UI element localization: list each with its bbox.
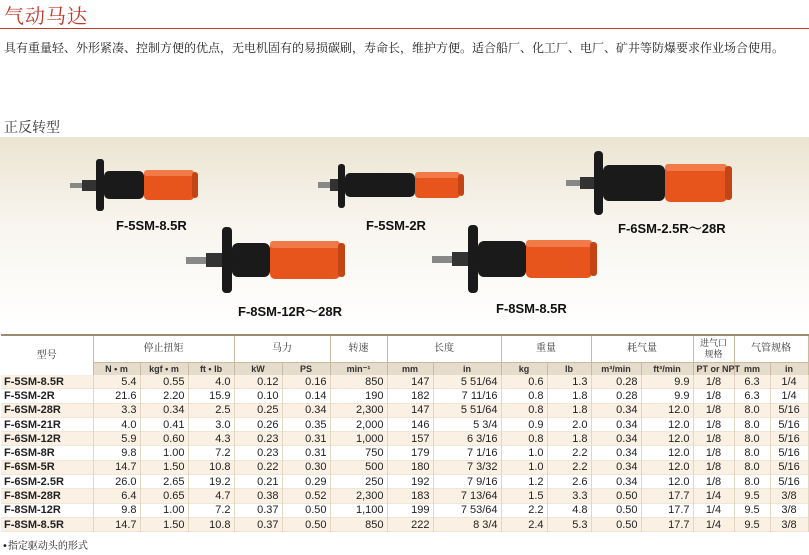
spec-cell: 0.50 bbox=[282, 517, 330, 531]
spec-cell: 4.3 bbox=[188, 432, 234, 446]
spec-cell: 8.0 bbox=[734, 475, 770, 489]
spec-cell: 8.0 bbox=[734, 417, 770, 431]
spec-cell: 9.8 bbox=[93, 446, 140, 460]
spec-cell: 8.0 bbox=[734, 446, 770, 460]
spec-cell: 180 bbox=[387, 460, 433, 474]
spec-cell: 9.5 bbox=[734, 503, 770, 517]
motor-image-f-8sm-12r-28r bbox=[186, 227, 346, 293]
unit-header: kgf • m bbox=[140, 363, 188, 376]
spec-cell: 1.50 bbox=[140, 517, 188, 531]
spec-cell: 1/4 bbox=[693, 503, 734, 517]
spec-cell: 8.0 bbox=[734, 432, 770, 446]
table-row bbox=[1, 517, 808, 531]
header-air-consumption: 耗气量 bbox=[591, 335, 693, 363]
spec-cell: 3.3 bbox=[547, 489, 591, 503]
spec-cell: 3/8 bbox=[770, 503, 808, 517]
spec-cell: 12.0 bbox=[641, 460, 693, 474]
spec-cell: 0.9 bbox=[501, 417, 547, 431]
spec-cell: 182 bbox=[387, 389, 433, 403]
section-title: 正反转型 bbox=[4, 120, 60, 136]
spec-cell: 0.31 bbox=[282, 446, 330, 460]
spec-cell: 1/8 bbox=[693, 475, 734, 489]
spec-cell: 0.28 bbox=[591, 375, 641, 389]
model-cell: F-5SM-8.5R bbox=[1, 375, 93, 389]
spec-cell: 26.0 bbox=[93, 475, 140, 489]
spec-cell: 14.7 bbox=[93, 460, 140, 474]
spec-cell: 6.4 bbox=[93, 489, 140, 503]
spec-cell: 0.8 bbox=[501, 432, 547, 446]
spec-cell: 12.0 bbox=[641, 417, 693, 431]
spec-cell: 2.20 bbox=[140, 389, 188, 403]
spec-cell: 1.8 bbox=[547, 389, 591, 403]
spec-cell: 1.50 bbox=[140, 460, 188, 474]
spec-cell: 1.2 bbox=[501, 475, 547, 489]
spec-cell: 1/8 bbox=[693, 375, 734, 389]
header-torque: 停止扭矩 bbox=[93, 335, 234, 363]
spec-cell: 5/16 bbox=[770, 446, 808, 460]
spec-cell: 5 51/64 bbox=[433, 375, 501, 389]
spec-cell: 5 51/64 bbox=[433, 403, 501, 417]
spec-cell: 7 1/16 bbox=[433, 446, 501, 460]
spec-cell: 850 bbox=[330, 375, 387, 389]
spec-cell: 1/8 bbox=[693, 460, 734, 474]
spec-cell: 1.5 bbox=[501, 489, 547, 503]
spec-cell: 4.0 bbox=[93, 417, 140, 431]
motor-image-f-6sm-2-5r-28r bbox=[566, 151, 736, 215]
spec-cell: 750 bbox=[330, 446, 387, 460]
spec-cell: 2.2 bbox=[547, 460, 591, 474]
spec-cell: 0.50 bbox=[591, 503, 641, 517]
motor-label: F-5SM-2R bbox=[366, 218, 426, 233]
motor-image-f-8sm-8-5r bbox=[432, 225, 600, 293]
header-hose: 气管规格 bbox=[734, 335, 808, 363]
spec-cell: 2.6 bbox=[547, 475, 591, 489]
spec-cell: 0.65 bbox=[140, 489, 188, 503]
table-row bbox=[1, 432, 808, 446]
spec-cell: 7 13/64 bbox=[433, 489, 501, 503]
spec-cell: 1/4 bbox=[770, 375, 808, 389]
spec-cell: 147 bbox=[387, 375, 433, 389]
spec-cell: 1.0 bbox=[501, 446, 547, 460]
table-row bbox=[1, 403, 808, 417]
spec-cell: 0.16 bbox=[282, 375, 330, 389]
spec-cell: 3/8 bbox=[770, 517, 808, 531]
spec-cell: 21.6 bbox=[93, 389, 140, 403]
motor-label: F-8SM-12R～28R bbox=[238, 304, 343, 319]
model-cell: F-6SM-12R bbox=[1, 432, 93, 446]
spec-cell: 190 bbox=[330, 389, 387, 403]
header-speed: 转速 bbox=[330, 335, 387, 363]
spec-cell: 7 3/32 bbox=[433, 460, 501, 474]
spec-cell: 2.2 bbox=[501, 503, 547, 517]
spec-table bbox=[1, 334, 809, 532]
spec-cell: 199 bbox=[387, 503, 433, 517]
spec-cell: 0.34 bbox=[591, 417, 641, 431]
spec-cell: 12.0 bbox=[641, 446, 693, 460]
unit-header: kW bbox=[234, 363, 282, 376]
spec-cell: 2.5 bbox=[188, 403, 234, 417]
spec-cell: 9.9 bbox=[641, 375, 693, 389]
spec-cell: 0.34 bbox=[591, 475, 641, 489]
spec-cell: 147 bbox=[387, 403, 433, 417]
unit-header: ft³/min bbox=[641, 363, 693, 376]
unit-header: N • m bbox=[93, 363, 140, 376]
spec-cell: 0.50 bbox=[591, 489, 641, 503]
spec-cell: 179 bbox=[387, 446, 433, 460]
spec-cell: 0.34 bbox=[591, 432, 641, 446]
spec-cell: 2.2 bbox=[547, 446, 591, 460]
spec-cell: 0.25 bbox=[234, 403, 282, 417]
spec-cell: 0.50 bbox=[591, 517, 641, 531]
spec-cell: 1.0 bbox=[501, 460, 547, 474]
spec-cell: 1/8 bbox=[693, 403, 734, 417]
spec-cell: 0.41 bbox=[140, 417, 188, 431]
spec-cell: 0.37 bbox=[234, 503, 282, 517]
unit-header: ft • lb bbox=[188, 363, 234, 376]
spec-cell: 850 bbox=[330, 517, 387, 531]
spec-cell: 0.31 bbox=[282, 432, 330, 446]
spec-cell: 5.9 bbox=[93, 432, 140, 446]
unit-header: lb bbox=[547, 363, 591, 376]
table-row bbox=[1, 475, 808, 489]
spec-cell: 0.38 bbox=[234, 489, 282, 503]
spec-cell: 1,100 bbox=[330, 503, 387, 517]
motor-label: F-8SM-8.5R bbox=[496, 301, 567, 316]
spec-cell: 10.8 bbox=[188, 460, 234, 474]
spec-cell: 7 9/16 bbox=[433, 475, 501, 489]
footnote: •指定驱动头的形式 bbox=[2, 541, 88, 552]
spec-cell: 0.34 bbox=[591, 403, 641, 417]
spec-cell: 5/16 bbox=[770, 432, 808, 446]
spec-cell: 0.28 bbox=[591, 389, 641, 403]
spec-cell: 12.0 bbox=[641, 403, 693, 417]
spec-cell: 1/4 bbox=[770, 389, 808, 403]
spec-cell: 0.35 bbox=[282, 417, 330, 431]
spec-cell: 6.3 bbox=[734, 375, 770, 389]
header-model: 型号 bbox=[1, 335, 93, 375]
table-row bbox=[1, 446, 808, 460]
motor-label: F-5SM-8.5R bbox=[116, 218, 187, 233]
motor-label: F-6SM-2.5R～28R bbox=[618, 221, 726, 236]
spec-cell: 7.2 bbox=[188, 503, 234, 517]
spec-cell: 4.8 bbox=[547, 503, 591, 517]
spec-cell: 1.00 bbox=[140, 446, 188, 460]
model-cell: F-8SM-8.5R bbox=[1, 517, 93, 531]
spec-cell: 183 bbox=[387, 489, 433, 503]
spec-cell: 0.26 bbox=[234, 417, 282, 431]
unit-header: m³/min bbox=[591, 363, 641, 376]
model-cell: F-6SM-21R bbox=[1, 417, 93, 431]
product-description: 具有重量轻、外形紧凑、控制方便的优点，无电机固有的易损碳刷，寿命长，维护方便。适合船厂、化工厂、电厂、矿井等防爆要求作业场合使用。 bbox=[4, 41, 785, 55]
spec-cell: 1/8 bbox=[693, 389, 734, 403]
spec-cell: 5/16 bbox=[770, 417, 808, 431]
spec-cell: 222 bbox=[387, 517, 433, 531]
table-row bbox=[1, 417, 808, 431]
spec-cell: 1/4 bbox=[693, 517, 734, 531]
spec-cell: 0.34 bbox=[591, 446, 641, 460]
spec-cell: 14.7 bbox=[93, 517, 140, 531]
unit-header: PT or NPT bbox=[693, 363, 734, 376]
spec-cell: 15.9 bbox=[188, 389, 234, 403]
spec-cell: 1,000 bbox=[330, 432, 387, 446]
spec-cell: 0.8 bbox=[501, 403, 547, 417]
header-weight: 重量 bbox=[501, 335, 591, 363]
spec-cell: 1/4 bbox=[693, 489, 734, 503]
spec-cell: 12.0 bbox=[641, 432, 693, 446]
spec-cell: 2.0 bbox=[547, 417, 591, 431]
model-cell: F-6SM-2.5R bbox=[1, 475, 93, 489]
spec-cell: 250 bbox=[330, 475, 387, 489]
spec-cell: 1/8 bbox=[693, 446, 734, 460]
spec-cell: 1.3 bbox=[547, 375, 591, 389]
spec-cell: 0.29 bbox=[282, 475, 330, 489]
spec-cell: 0.8 bbox=[501, 389, 547, 403]
header-length: 长度 bbox=[387, 335, 501, 363]
spec-cell: 3.0 bbox=[188, 417, 234, 431]
spec-cell: 5.3 bbox=[547, 517, 591, 531]
spec-cell: 5/16 bbox=[770, 460, 808, 474]
spec-cell: 1/8 bbox=[693, 432, 734, 446]
spec-cell: 10.8 bbox=[188, 517, 234, 531]
spec-cell: 2,300 bbox=[330, 403, 387, 417]
table-row bbox=[1, 389, 808, 403]
spec-cell: 1.8 bbox=[547, 403, 591, 417]
spec-cell: 192 bbox=[387, 475, 433, 489]
spec-cell: 2,300 bbox=[330, 489, 387, 503]
spec-cell: 0.23 bbox=[234, 446, 282, 460]
page-title: 气动马达 bbox=[4, 4, 88, 28]
spec-cell: 0.50 bbox=[282, 503, 330, 517]
spec-cell: 7 53/64 bbox=[433, 503, 501, 517]
unit-header: in bbox=[433, 363, 501, 376]
motor-image-f-5sm-8-5r bbox=[70, 155, 200, 215]
spec-cell: 9.9 bbox=[641, 389, 693, 403]
spec-cell: 2.4 bbox=[501, 517, 547, 531]
spec-cell: 0.52 bbox=[282, 489, 330, 503]
unit-header: in bbox=[770, 363, 808, 376]
spec-cell: 17.7 bbox=[641, 503, 693, 517]
model-cell: F-6SM-5R bbox=[1, 460, 93, 474]
spec-cell: 2,000 bbox=[330, 417, 387, 431]
model-cell: F-5SM-2R bbox=[1, 389, 93, 403]
spec-cell: 7.2 bbox=[188, 446, 234, 460]
header-inlet: 进气口 规格 bbox=[693, 335, 734, 363]
spec-cell: 0.10 bbox=[234, 389, 282, 403]
spec-cell: 500 bbox=[330, 460, 387, 474]
table-row bbox=[1, 375, 808, 389]
spec-cell: 0.30 bbox=[282, 460, 330, 474]
spec-cell: 5 3/4 bbox=[433, 417, 501, 431]
spec-cell: 9.8 bbox=[93, 503, 140, 517]
unit-header: PS bbox=[282, 363, 330, 376]
spec-cell: 9.5 bbox=[734, 489, 770, 503]
spec-cell: 0.55 bbox=[140, 375, 188, 389]
spec-cell: 7 11/16 bbox=[433, 389, 501, 403]
spec-cell: 1/8 bbox=[693, 417, 734, 431]
spec-cell: 3.3 bbox=[93, 403, 140, 417]
spec-cell: 0.34 bbox=[140, 403, 188, 417]
spec-cell: 4.7 bbox=[188, 489, 234, 503]
spec-cell: 0.14 bbox=[282, 389, 330, 403]
spec-cell: 0.22 bbox=[234, 460, 282, 474]
header-power: 马力 bbox=[234, 335, 330, 363]
spec-cell: 5/16 bbox=[770, 475, 808, 489]
model-cell: F-6SM-28R bbox=[1, 403, 93, 417]
spec-cell: 8.0 bbox=[734, 460, 770, 474]
spec-cell: 146 bbox=[387, 417, 433, 431]
unit-header: min⁻¹ bbox=[330, 363, 387, 376]
product-photo-band bbox=[0, 137, 809, 327]
spec-cell: 0.34 bbox=[591, 460, 641, 474]
spec-cell: 19.2 bbox=[188, 475, 234, 489]
unit-header: kg bbox=[501, 363, 547, 376]
spec-cell: 3/8 bbox=[770, 489, 808, 503]
table-row bbox=[1, 503, 808, 517]
spec-cell: 0.60 bbox=[140, 432, 188, 446]
spec-cell: 9.5 bbox=[734, 517, 770, 531]
spec-cell: 0.6 bbox=[501, 375, 547, 389]
spec-cell: 0.34 bbox=[282, 403, 330, 417]
spec-cell: 5.4 bbox=[93, 375, 140, 389]
spec-cell: 5/16 bbox=[770, 403, 808, 417]
spec-cell: 6 3/16 bbox=[433, 432, 501, 446]
motor-image-f-5sm-2r bbox=[318, 162, 468, 212]
spec-cell: 1.8 bbox=[547, 432, 591, 446]
spec-cell: 4.0 bbox=[188, 375, 234, 389]
model-cell: F-8SM-12R bbox=[1, 503, 93, 517]
spec-cell: 0.37 bbox=[234, 517, 282, 531]
unit-header: mm bbox=[734, 363, 770, 376]
spec-cell: 0.21 bbox=[234, 475, 282, 489]
spec-cell: 2.65 bbox=[140, 475, 188, 489]
model-cell: F-6SM-8R bbox=[1, 446, 93, 460]
spec-cell: 0.12 bbox=[234, 375, 282, 389]
spec-cell: 1.00 bbox=[140, 503, 188, 517]
spec-cell: 17.7 bbox=[641, 489, 693, 503]
spec-cell: 6.3 bbox=[734, 389, 770, 403]
table-row bbox=[1, 460, 808, 474]
spec-cell: 8.0 bbox=[734, 403, 770, 417]
unit-header: mm bbox=[387, 363, 433, 376]
spec-cell: 12.0 bbox=[641, 475, 693, 489]
spec-cell: 8 3/4 bbox=[433, 517, 501, 531]
spec-cell: 17.7 bbox=[641, 517, 693, 531]
title-divider bbox=[0, 28, 809, 29]
spec-cell: 157 bbox=[387, 432, 433, 446]
table-row bbox=[1, 489, 808, 503]
model-cell: F-8SM-28R bbox=[1, 489, 93, 503]
spec-cell: 0.23 bbox=[234, 432, 282, 446]
